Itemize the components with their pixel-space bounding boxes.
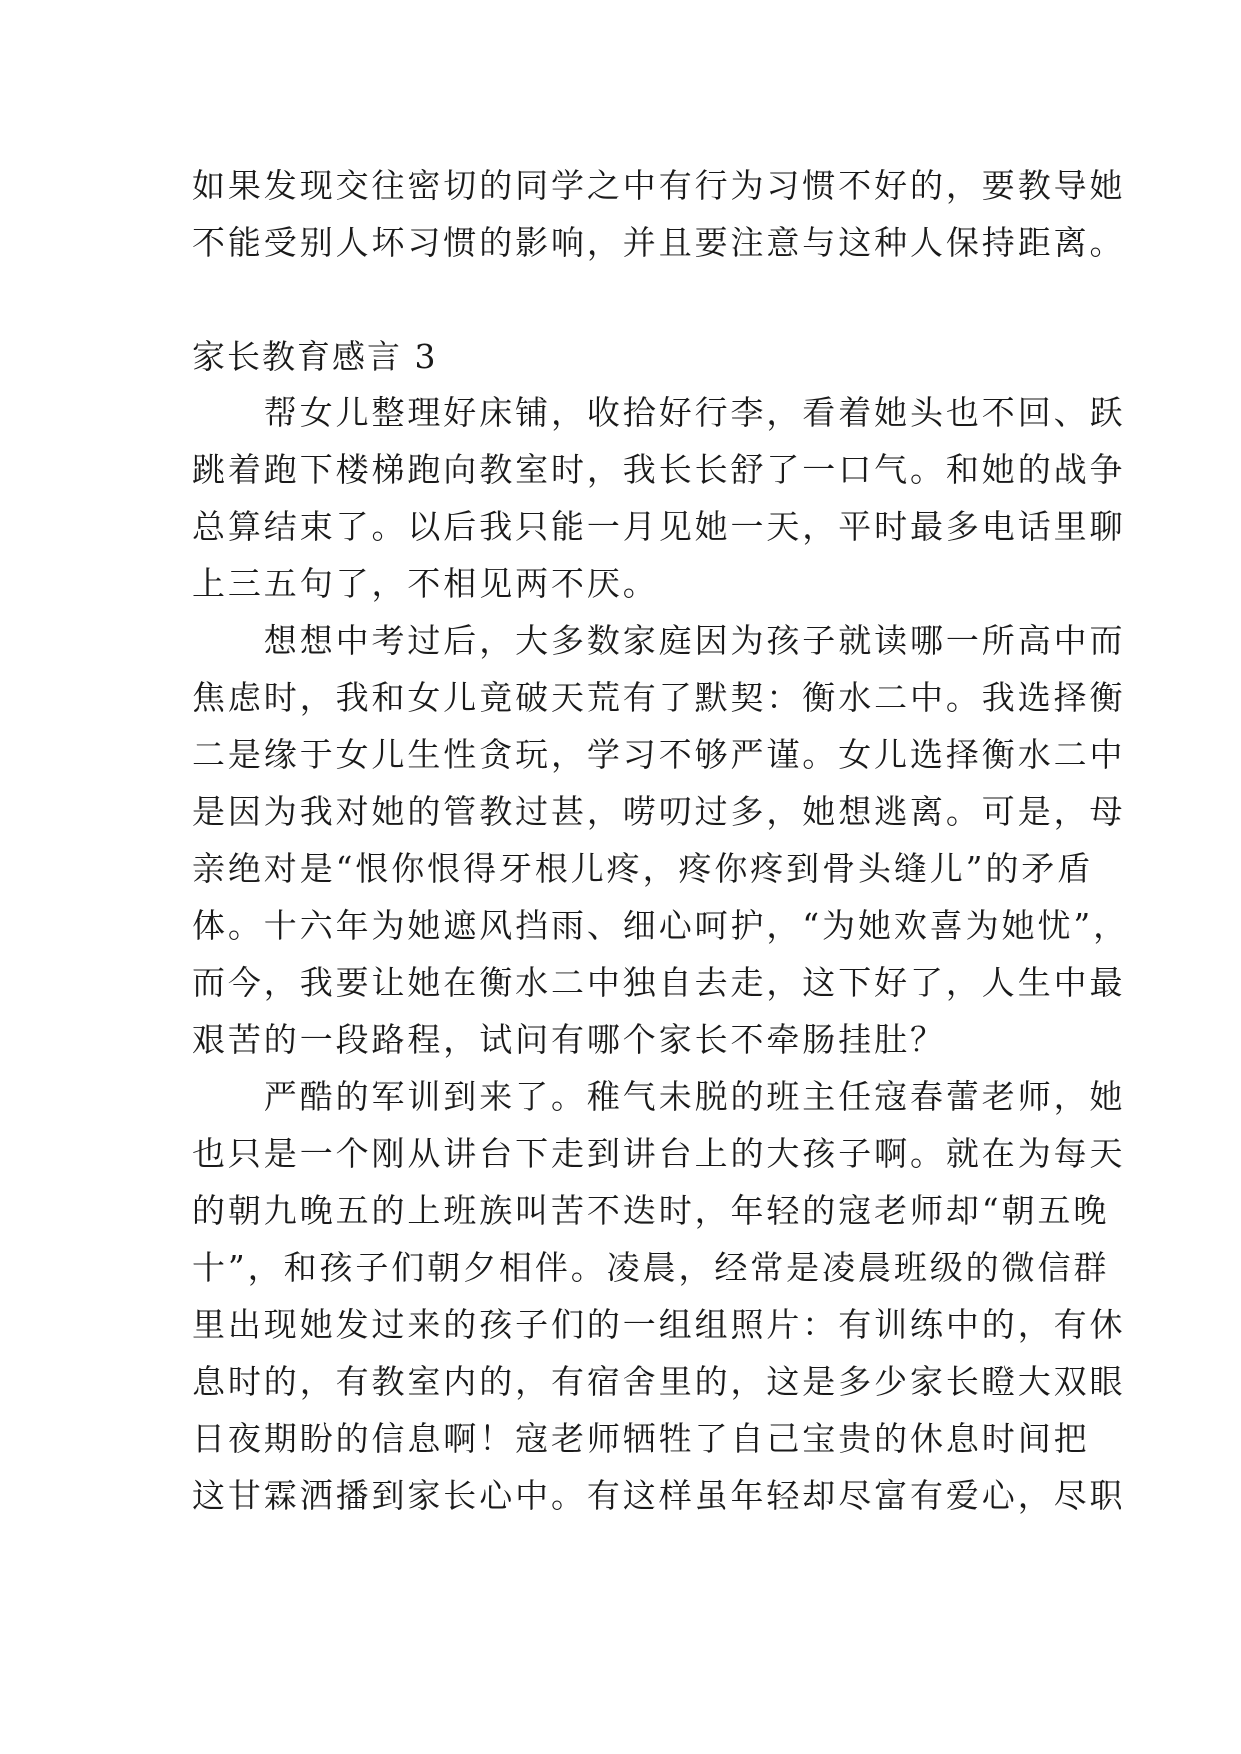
text-line: 如果发现交往密切的同学之中有行为习惯不好的，要教导她 (192, 166, 1126, 205)
text-line: 帮女儿整理好床铺，收拾好行李，看着她头也不回、跃 (192, 393, 1126, 432)
text-line: 日夜期盼的信息啊！寇老师牺牲了自己宝贵的休息时间把 (192, 1419, 1090, 1458)
text-line: 十”，和孩子们朝夕相伴。凌晨，经常是凌晨班级的微信群 (192, 1248, 1110, 1287)
text-line: 上三五句了，不相见两不厌。 (192, 564, 659, 603)
text-line: 艰苦的一段路程，试问有哪个家长不牵肠挂肚？ (192, 1020, 946, 1059)
text-line: 总算结束了。以后我只能一月见她一天，平时最多电话里聊 (192, 507, 1126, 546)
text-line: 亲绝对是“恨你恨得牙根儿疼，疼你疼到骨头缝儿”的矛盾 (192, 849, 1094, 888)
text-line: 是因为我对她的管教过甚，唠叨过多，她想逃离。可是，母 (192, 792, 1126, 831)
text-line: 体。十六年为她遮风挡雨、细心呵护，“为她欢喜为她忧”， (192, 906, 1130, 945)
text-line: 焦虑时，我和女儿竟破天荒有了默契：衡水二中。我选择衡 (192, 678, 1126, 717)
text-line: 也只是一个刚从讲台下走到讲台上的大孩子啊。就在为每天 (192, 1134, 1126, 1173)
text-line: 里出现她发过来的孩子们的一组组照片：有训练中的，有休 (192, 1305, 1126, 1344)
text-line: 不能受别人坏习惯的影响，并且要注意与这种人保持距离。 (192, 223, 1126, 262)
text-line: 跳着跑下楼梯跑向教室时，我长长舒了一口气。和她的战争 (192, 450, 1126, 489)
text-line: 严酷的军训到来了。稚气未脱的班主任寇春蕾老师，她 (192, 1077, 1126, 1116)
text-line: 的朝九晚五的上班族叫苦不迭时，年轻的寇老师却“朝五晚 (192, 1191, 1110, 1230)
text-line: 二是缘于女儿生性贪玩，学习不够严谨。女儿选择衡水二中 (192, 735, 1126, 774)
text-line: 想想中考过后，大多数家庭因为孩子就读哪一所高中而 (192, 621, 1126, 660)
text-line: 息时的，有教室内的，有宿舍里的，这是多少家长瞪大双眼 (192, 1362, 1126, 1401)
text-line: 而今，我要让她在衡水二中独自去走，这下好了，人生中最 (192, 963, 1126, 1002)
section-heading: 家长教育感言 3 (192, 337, 438, 376)
text-line: 这甘霖洒播到家长心中。有这样虽年轻却尽富有爱心，尽职 (192, 1476, 1126, 1515)
